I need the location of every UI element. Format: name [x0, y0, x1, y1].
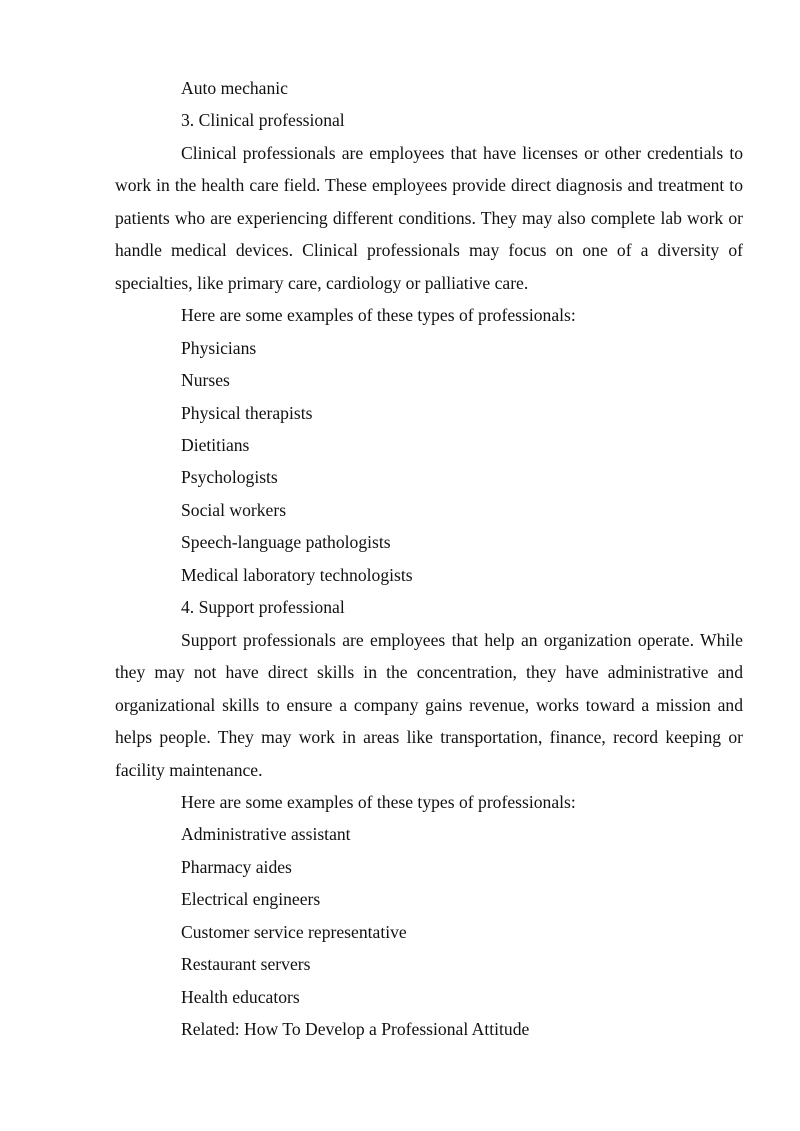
list-item: Administrative assistant [181, 824, 351, 845]
list-item: Pharmacy aides [181, 856, 292, 877]
list-item: Nurses [181, 370, 230, 391]
examples-intro-clinical: Here are some examples of these types of professionals: [181, 305, 576, 326]
list-item: Customer service representative [181, 921, 407, 942]
examples-intro-support: Here are some examples of these types of professionals: [181, 791, 576, 812]
list-item: Physical therapists [181, 402, 313, 423]
section-heading-clinical: 3. Clinical professional [181, 110, 345, 131]
list-item: Medical laboratory technologists [181, 564, 413, 585]
paragraph-support: Support professionals are employees that help an organization operate. While they may not have direct skills in the concentration, they have administrative and organizational skills to ensure a company gains revenue, works toward a mission and helps people. They may work in areas like transportation, finance, record keeping or facility maintenance. [115, 629, 743, 780]
list-item: Speech-language pathologists [181, 532, 391, 553]
related-link[interactable]: Related: How To Develop a Professional Attitude [181, 1019, 530, 1040]
list-item: Social workers [181, 499, 287, 520]
paragraph-clinical: Clinical professionals are employees that have licenses or other credentials to work in the health care field. These employees provide direct diagnosis and treatment to patients who are experiencing different conditions. They may also complete lab work or handle medical devices. Clinical professionals may focus on one of a diversity of specialties, like primary care, cardiology or palliative care. [115, 142, 743, 293]
section-heading-support: 4. Support professional [181, 597, 345, 618]
list-item: Health educators [181, 986, 300, 1007]
list-item: Electrical engineers [181, 889, 321, 910]
list-item: Psychologists [181, 467, 278, 488]
list-item: Restaurant servers [181, 954, 311, 975]
list-item-auto-mechanic: Auto mechanic [181, 78, 288, 98]
list-item: Physicians [181, 337, 257, 358]
document-body [115, 72, 743, 1046]
list-item: Dietitians [181, 434, 250, 455]
